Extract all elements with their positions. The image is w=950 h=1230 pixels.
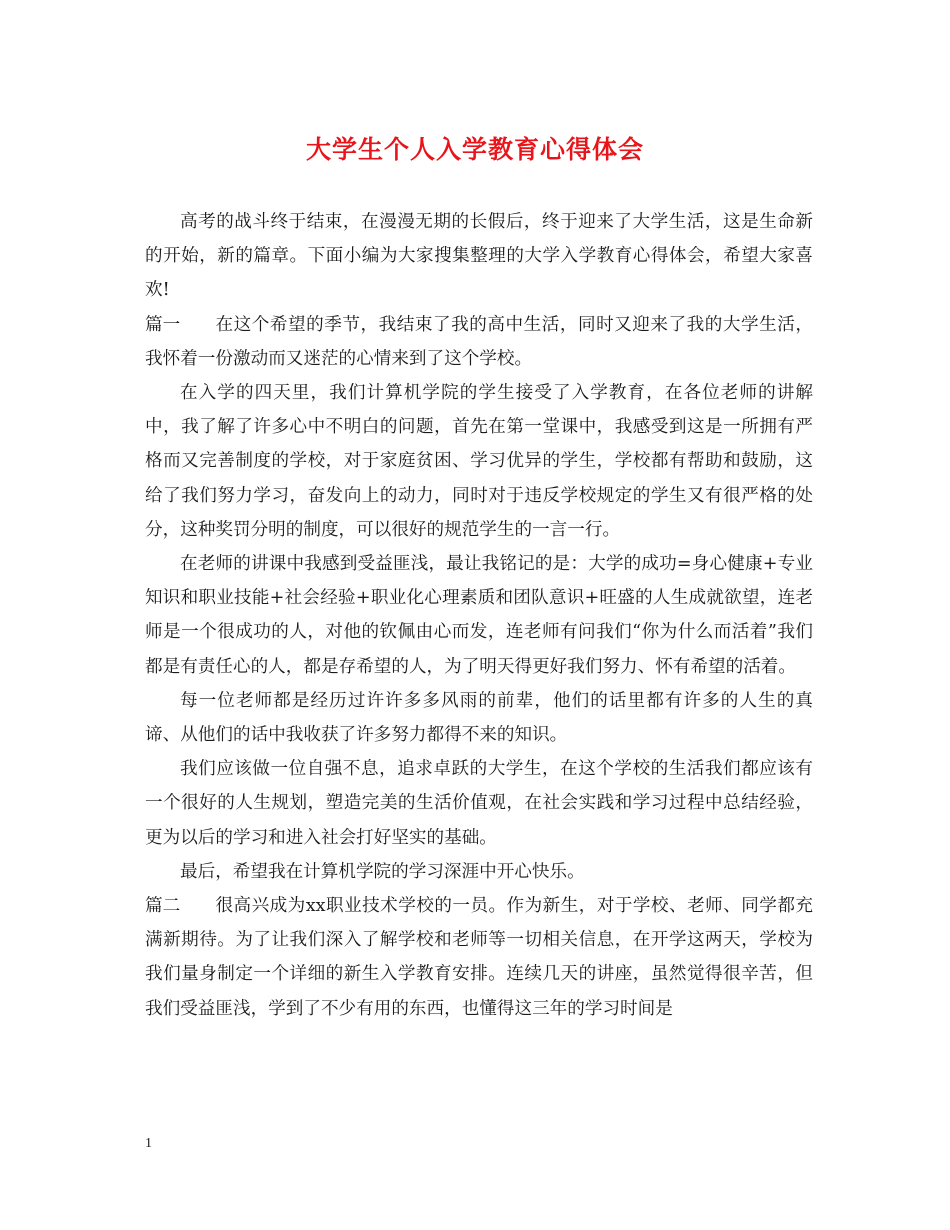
document-title: 大学生个人入学教育心得体会 xyxy=(305,135,644,164)
section-two-paragraph xyxy=(145,889,813,1026)
paragraph-teachers: 每一位老师都是经历过许许多多风雨的前辈，他们的话里都有许多的人生的真谛、从他们的话中我收获了许多努力都得不来的知识。 xyxy=(145,690,813,746)
section-two-label: 篇二 xyxy=(145,896,181,917)
paragraph-orientation: 在入学的四天里，我们计算机学院的学生接受了入学教育，在各位老师的讲解中，我了解了许多心中不明白的问题，首先在第一堂课中，我感受到这是一所拥有严格而又完善制度的学校，对于家庭贫困、学习优异的学生，学校都有帮助和鼓励，这给了我们努力学习，奋发向上的动力，同时对于违反学校规定的学生又有很严格的处分，这种奖罚分明的制度，可以很好的规范学生的一言一行。 xyxy=(145,383,813,540)
paragraph-goals: 我们应该做一位自强不息，追求卓跃的大学生，在这个学校的生活我们都应该有一个很好的人生规划，塑造完美的生活价值观，在社会实践和学习过程中总结经验，更为以后的学习和进入社会打好坚实的基础。 xyxy=(145,759,813,848)
paragraph-closing: 最后，希望我在计算机学院的学习深涯中开心快乐。 xyxy=(180,861,585,882)
intro-paragraph: 高考的战斗终于结束，在漫漫无期的长假后，终于迎来了大学生活，这是生命新的开始，新的篇章。下面小编为大家搜集整理的大学入学教育心得体会，希望大家喜欢! xyxy=(145,212,813,301)
document-body xyxy=(145,205,813,1026)
section-one-label: 篇一 xyxy=(145,314,181,335)
section-one-paragraph xyxy=(145,308,813,376)
page-number: 1 xyxy=(145,1136,152,1151)
paragraph-lecture: 在老师的讲课中我感到受益匪浅，最让我铭记的是：大学的成功=身心健康+专业知识和职业技能+社会经验+职业化心理素质和团队意识+旺盛的人生成就欲望，连老师是一个很成功的人，对他的钦佩由心而发，连老师有问我们“你为什么而活着”我们都是有责任心的人，都是存希望的人，为了明天得更好我们努力、怀有希望的活着。 xyxy=(145,554,813,677)
section-two-text: 很高兴成为xx职业技术学校的一员。作为新生，对于学校、老师、同学都充满新期待。为了让我们深入了解学校和老师等一切相关信息，在开学这两天，学校为我们量身制定一个详细的新生入学教育安排。连续几天的讲座，虽然觉得很辛苦，但我们受益匪浅，学到了不少有用的东西，也懂得这三年的学习时间是 xyxy=(145,896,813,1019)
section-one-text: 在这个希望的季节，我结束了我的高中生活，同时又迎来了我的大学生活，我怀着一份激动而又迷茫的心情来到了这个学校。 xyxy=(145,314,813,369)
